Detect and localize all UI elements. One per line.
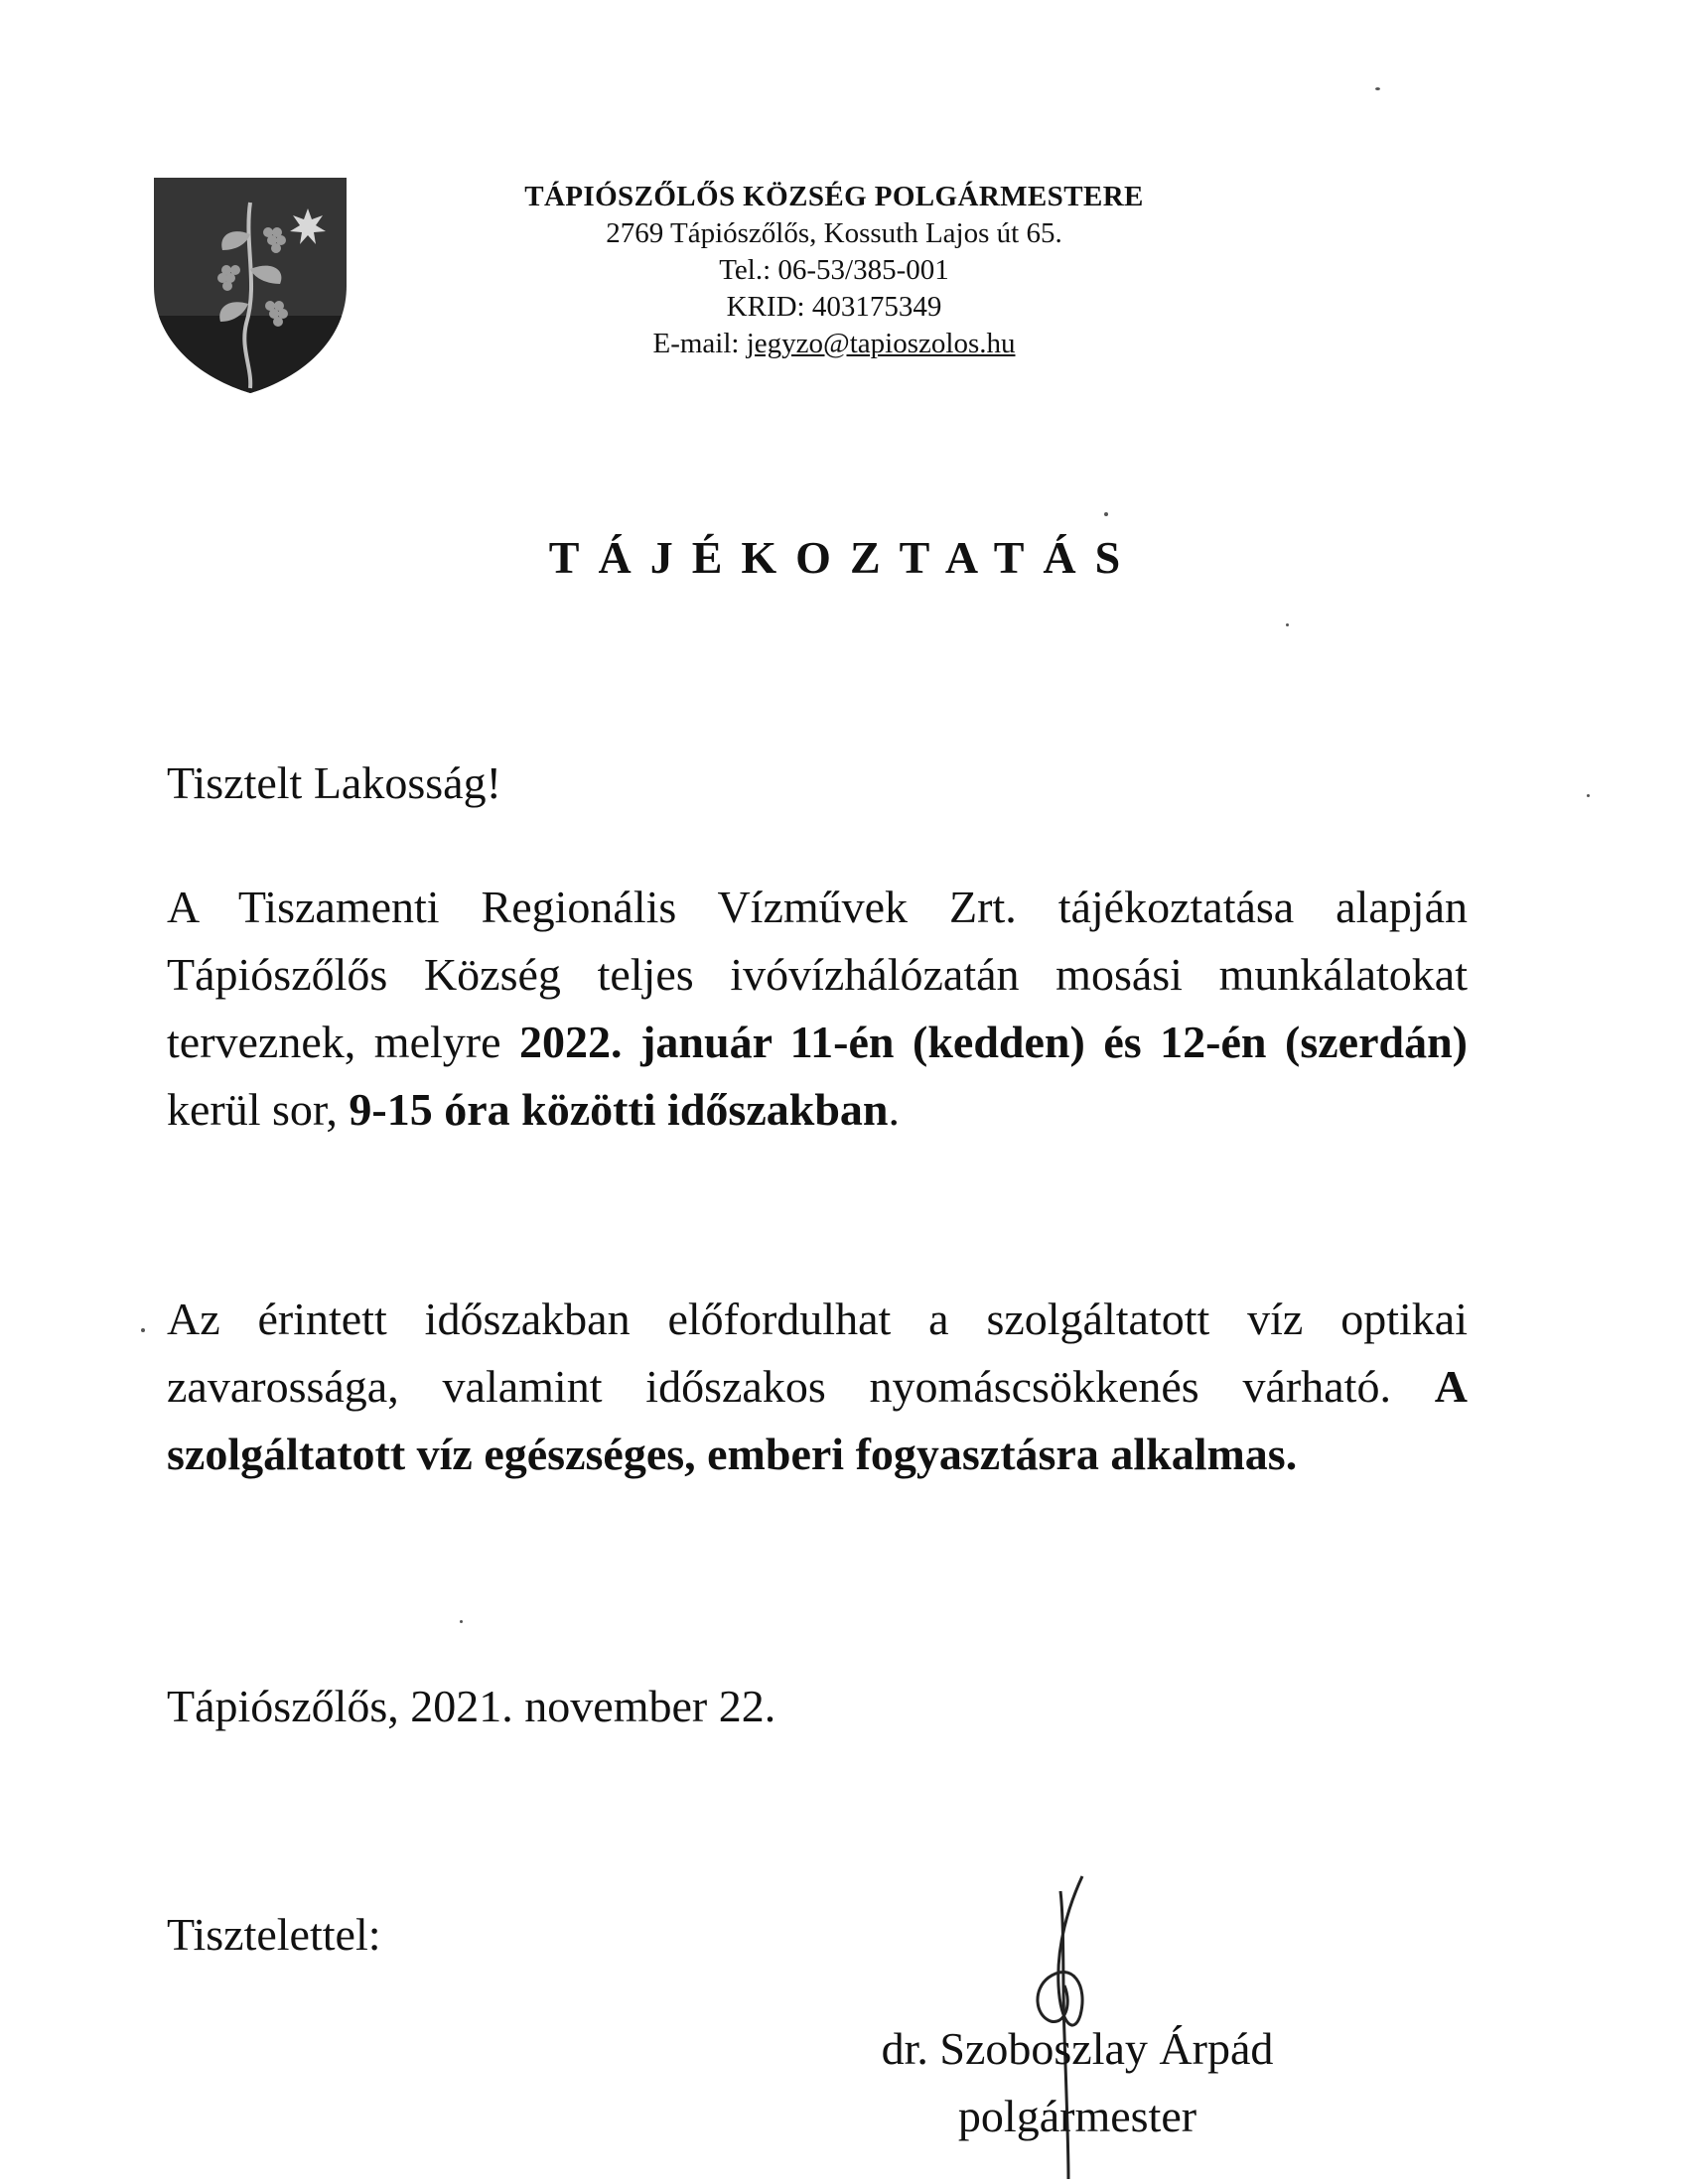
letterhead bbox=[477, 179, 1192, 362]
signature-block bbox=[829, 2015, 1326, 2150]
effects-text: Az érintett időszakban előfordulhat a szolgáltatott víz optikai zavarossága, valamint időszakos nyomáscsökkenés várható. bbox=[167, 1294, 1468, 1412]
salutation: Tisztelt Lakosság! bbox=[167, 757, 501, 808]
scan-speck bbox=[460, 1620, 463, 1623]
email-line bbox=[477, 326, 1192, 362]
email-link[interactable]: jegyzo@tapioszolos.hu bbox=[746, 328, 1016, 359]
notice-paragraph bbox=[167, 874, 1468, 1144]
scan-speck bbox=[1587, 794, 1590, 797]
place-and-date: Tápiószőlős, 2021. november 22. bbox=[167, 1681, 776, 1731]
krid-line: KRID: 403175349 bbox=[726, 291, 942, 323]
effects-paragraph bbox=[167, 1286, 1468, 1488]
closing-greeting: Tisztelettel: bbox=[167, 1909, 381, 1960]
scan-speck bbox=[1375, 87, 1380, 90]
document-title: TÁJÉKOZTATÁS bbox=[548, 532, 1140, 583]
work-dates: 2022. január 11-én (kedden) és 12-én (szerdán) bbox=[519, 1017, 1468, 1067]
signatory-role: polgármester bbox=[957, 2091, 1197, 2141]
address-line: 2769 Tápiószőlős, Kossuth Lajos út 65. bbox=[606, 217, 1062, 249]
notice-intro: A Tiszamenti Regionális Vízművek Zrt. tájékoztatása alapján Tápiószőlős Község teljes ivóvízhálózatán mosási munkálatokat terveznek, melyre bbox=[167, 882, 1468, 1067]
municipal-coat-of-arms bbox=[151, 175, 350, 395]
signatory-name: dr. Szoboszlay Árpád bbox=[881, 2023, 1274, 2074]
scan-speck bbox=[1286, 623, 1289, 626]
scan-speck bbox=[1104, 512, 1108, 516]
water-safety-statement: A szolgáltatott víz egészséges, emberi fogyasztásra alkalmas. bbox=[167, 1361, 1469, 1479]
email-label: E-mail: bbox=[652, 328, 747, 359]
notice-middle: kerül sor, bbox=[167, 1084, 350, 1135]
organization-name: TÁPIÓSZŐLŐS KÖZSÉG POLGÁRMESTERE bbox=[524, 181, 1144, 212]
phone-line: Tel.: 06-53/385-001 bbox=[719, 254, 949, 286]
notice-end: . bbox=[888, 1084, 900, 1135]
work-hours: 9-15 óra közötti időszakban bbox=[349, 1084, 889, 1135]
scan-speck bbox=[141, 1328, 145, 1332]
